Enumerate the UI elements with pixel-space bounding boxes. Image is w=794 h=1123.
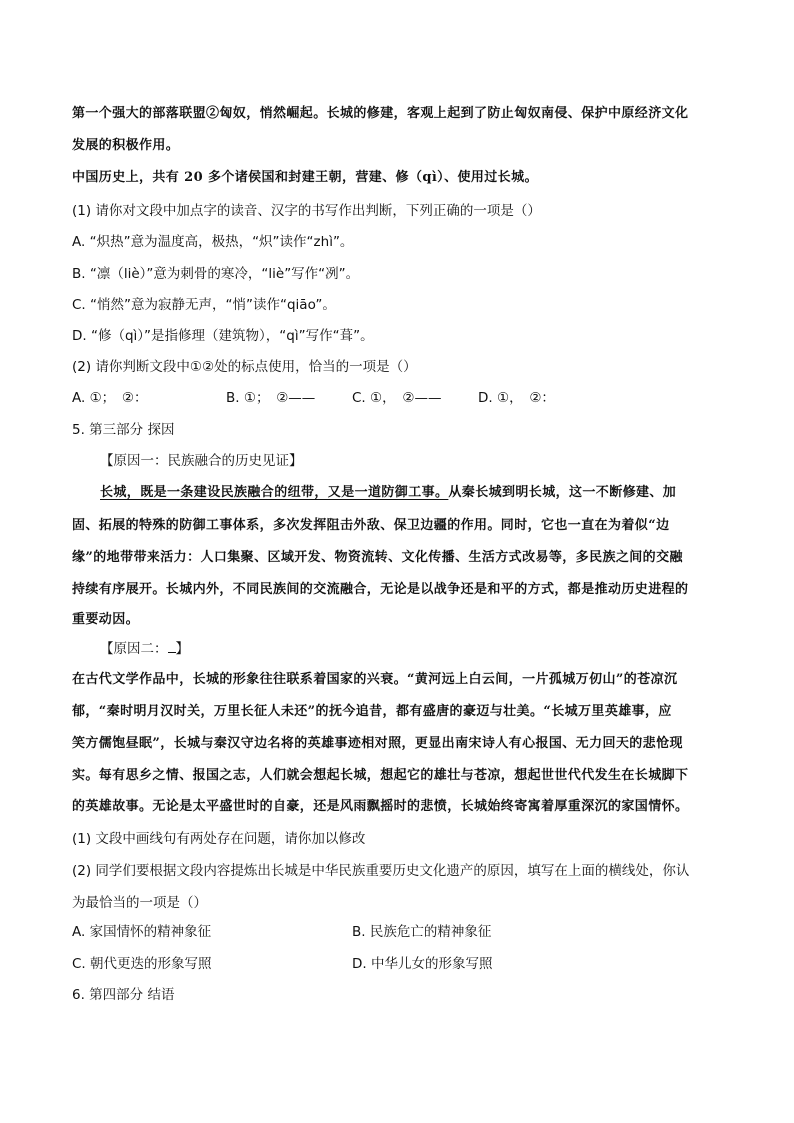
question-1-stem: (1) 请你对文段中加点字的读音、汉字的书写作出判断，下列正确的一项是（） bbox=[72, 203, 541, 219]
reason-2-paragraph-line-5: 的英雄故事。无论是太平盛世时的自豪，还是风雨飘摇时的悲愤，长城始终寄寓着厚重深沉的家国情怀。 bbox=[72, 799, 689, 814]
sub-question-2-line-1: (2) 同学们要根据文段内容提炼出长城是中华民族重要历史文化遗产的原因，填写在上面的横线处，你认 bbox=[72, 863, 690, 879]
option-d: D. 中华儿女的形象写照 bbox=[352, 956, 493, 972]
intro-line-3: 中国历史上，共有 20 多个诸侯国和封建王朝，营建、修（qì）、使用过长城。 bbox=[72, 170, 538, 185]
reason-1-paragraph-line-4: 持续有序展开。长城内外，不同民族间的交流融合，无论是以战争还是和平的方式，都是推动历史进程的 bbox=[72, 582, 689, 597]
question-2-option-d: D. ①， ②： bbox=[478, 390, 555, 406]
sub-question-2-line-2: 为最恰当的一项是（） bbox=[72, 895, 207, 911]
paragraph-text: 从秦长城到明长城，这一不断修建、加 bbox=[448, 485, 677, 500]
intro-line-2: 发展的积极作用。 bbox=[72, 138, 180, 153]
reason-1-title: 【原因一：民族融合的历史见证】 bbox=[100, 453, 303, 469]
question-1-option-b: B. “凛（liè）”意为刺骨的寒冷，“liè”写作“冽”。 bbox=[72, 266, 360, 282]
reason-2-title-end: 】 bbox=[175, 641, 189, 657]
reason-2-paragraph-line-3: 笑方儒饱昼眠”，长城与秦汉守边名将的英雄事迹相对照，更显出南宋诗人有心报国、无力回天的悲怆现 bbox=[72, 736, 683, 751]
reason-2-title-text: 【原因二： bbox=[100, 641, 168, 657]
reason-1-paragraph-line-2: 固、拓展的特殊的防御工事体系，多次发挥阻击外敌、保卫边疆的作用。同时，它也一直在为着似“边 bbox=[72, 518, 670, 533]
reason-1-paragraph-line-1 bbox=[100, 481, 676, 500]
question-1-option-d: D. “修（qì）”是指修理（建筑物），“qì”写作“葺”。 bbox=[72, 328, 374, 344]
reason-2-paragraph-line-1: 在古代文学作品中，长城的形象往往联系着国家的兴衰。“黄河远上白云间，一片孤城万仞山”的苍凉沉 bbox=[72, 672, 678, 687]
reason-1-paragraph-line-5: 重要动因。 bbox=[72, 612, 140, 627]
option-b: B. 民族危亡的精神象征 bbox=[352, 924, 492, 940]
sub-question-1: (1) 文段中画线句有两处存在问题，请你加以修改 bbox=[72, 831, 366, 847]
section-5-heading: 5. 第三部分 探因 bbox=[72, 422, 175, 438]
underlined-sentence: 长城，既是一条建设民族融合的纽带，又是一道防御工事。 bbox=[100, 485, 449, 500]
answer-blank[interactable] bbox=[168, 640, 176, 653]
reason-1-paragraph-line-3: 缘”的地带带来活力：人口集聚、区域开发、物资流转、文化传播、生活方式改易等，多民族之间的交融 bbox=[72, 550, 683, 565]
reason-2-paragraph-line-4: 实。每有思乡之情、报国之志，人们就会想起长城，想起它的雄壮与苍凉，想起世世代代发生在长城脚下 bbox=[72, 768, 689, 783]
reason-2-paragraph-line-2: 郁，“秦时明月汉时关，万里长征人未还”的抚今追昔，都有盛唐的豪迈与壮美。“长城万里英雄事，应 bbox=[72, 704, 672, 719]
option-a: A. 家国情怀的精神象征 bbox=[72, 924, 212, 940]
intro-line-1: 第一个强大的部落联盟②匈奴，悄然崛起。长城的修建，客观上起到了防止匈奴南侵、保护中原经济文化 bbox=[72, 106, 689, 121]
question-2-option-b: B. ①； ②—— bbox=[226, 390, 316, 406]
question-2-option-a: A. ①； ②： bbox=[72, 390, 148, 406]
section-6-heading: 6. 第四部分 结语 bbox=[72, 987, 175, 1003]
reason-2-title bbox=[100, 637, 189, 657]
option-c: C. 朝代更迭的形象写照 bbox=[72, 956, 212, 972]
question-1-option-a: A. “炽热”意为温度高，极热，“炽”读作“zhì”。 bbox=[72, 234, 354, 250]
question-2-stem: (2) 请你判断文段中①②处的标点使用，恰当的一项是（） bbox=[72, 359, 417, 375]
question-2-option-c: C. ①， ②—— bbox=[352, 390, 442, 406]
question-1-option-c: C. “悄然”意为寂静无声，“悄”读作“qiāo”。 bbox=[72, 297, 336, 313]
